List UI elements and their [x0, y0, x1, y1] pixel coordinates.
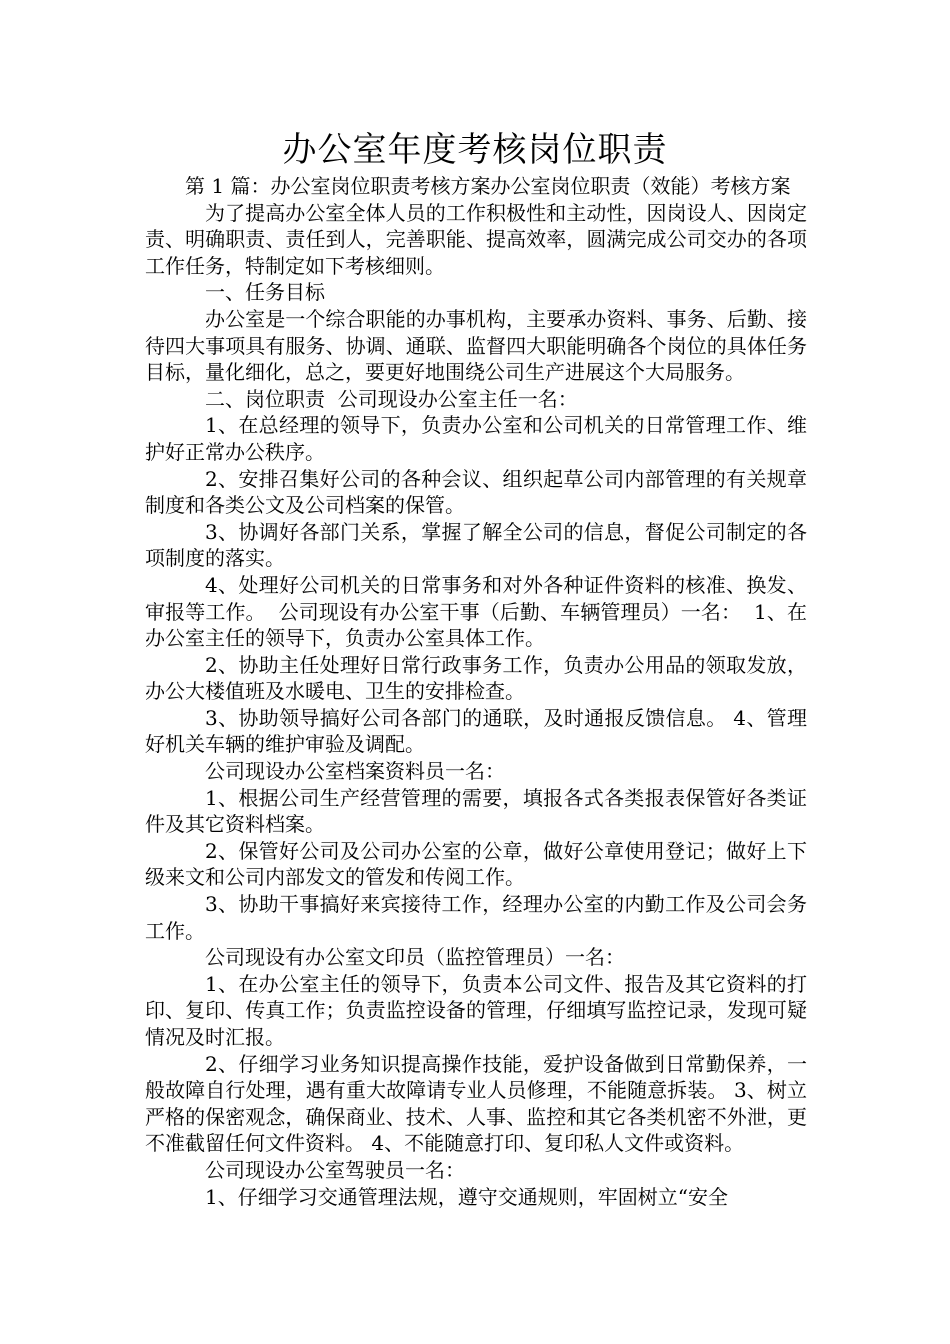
paragraph-clerk-duty-3: 3、协助领导搞好公司各部门的通联，及时通报反馈信息。 4、管理好机关车辆的维护审验及调配。: [145, 705, 807, 757]
document-title: 办公室年度考核岗位职责: [282, 130, 668, 170]
paragraph-driver-duty-1: 1、仔细学习交通管理法规，遵守交通规则，牢固树立“安全: [205, 1184, 728, 1209]
paragraph-heading-goals: 一、任务目标: [205, 280, 325, 305]
paragraph-director-duty-1: 1、在总经理的领导下，负责办公室和公司机关的日常管理工作、维护好正常办公秩序。: [145, 413, 807, 464]
paragraph-director-duty-4: 4、处理好公司机关的日常事务和对外各种证件资料的核准、换发、审报等工作。 公司现设有办公室干事（后勤、车辆管理员）一名： 1、在办公室主任的领导下，负责办公室具体工作。: [145, 572, 807, 651]
paragraph-intro: 为了提高办公室全体人员的工作积极性和主动性，因岗设人、因岗定责、明确职责、责任到人，完善职能、提高效率，圆满完成公司交办的各项工作任务，特制定如下考核细则。: [145, 200, 807, 278]
paragraph-heading-archivist: 公司现设办公室档案资料员一名：: [205, 759, 505, 784]
paragraph-clerk-duty-2: 2、协助主任处理好日常行政事务工作，负责办公用品的领取发放，办公大楼值班及水暖电、卫生的安排检查。: [145, 652, 807, 704]
paragraph-heading-duties: 二、岗位职责 公司现设办公室主任一名：: [205, 386, 578, 411]
paragraph-printer-duty-2: 2、仔细学习业务知识提高操作技能，爱护设备做到日常勤保养，一般故障自行处理，遇有重大故障请专业人员修理，不能随意拆装。 3、树立严格的保密观念，确保商业、技术、人事、监控和其它各类机密不外泄，更不准截留任何文件资料。 4、不能随意打印、复印私人文件或资料。: [145, 1051, 807, 1156]
document-body: [145, 173, 807, 1210]
paragraph-director-duty-2: 2、安排召集好公司的各种会议、组织起草公司内部管理的有关规章制度和各类公文及公司档案的保管。: [145, 466, 807, 518]
paragraph-archivist-duty-2: 2、保管好公司及公司办公室的公章，做好公章使用登记；做好上下级来文和公司内部发文的管发和传阅工作。: [145, 838, 807, 890]
paragraph-director-duty-3: 3、协调好各部门关系，掌握了解全公司的信息，督促公司制定的各项制度的落实。: [145, 519, 807, 571]
paragraph-goals: 办公室是一个综合职能的办事机构，主要承办资料、事务、后勤、接待四大事项具有服务、协调、通联、监督四大职能明确各个岗位的具体任务目标，量化细化，总之，要更好地围绕公司生产进展这个大局服务。: [145, 306, 807, 385]
paragraph-printer-duty-1: 1、在办公室主任的领导下，负责本公司文件、报告及其它资料的打印、复印、传真工作；负责监控设备的管理，仔细填写监控记录，发现可疑情况及时汇报。: [145, 971, 807, 1049]
paragraph-archivist-duty-1: 1、根据公司生产经营管理的需要，填报各式各类报表保管好各类证件及其它资料档案。: [145, 785, 807, 837]
paragraph-heading-driver: 公司现设办公室驾驶员一名：: [205, 1157, 465, 1182]
paragraph-section-heading: 第 1 篇：办公室岗位职责考核方案办公室岗位职责（效能）考核方案: [185, 174, 791, 198]
paragraph-archivist-duty-3: 3、协助干事搞好来宾接待工作，经理办公室的内勤工作及公司会务工作。: [145, 892, 807, 943]
paragraph-heading-printer: 公司现设有办公室文印员（监控管理员）一名：: [205, 945, 625, 970]
